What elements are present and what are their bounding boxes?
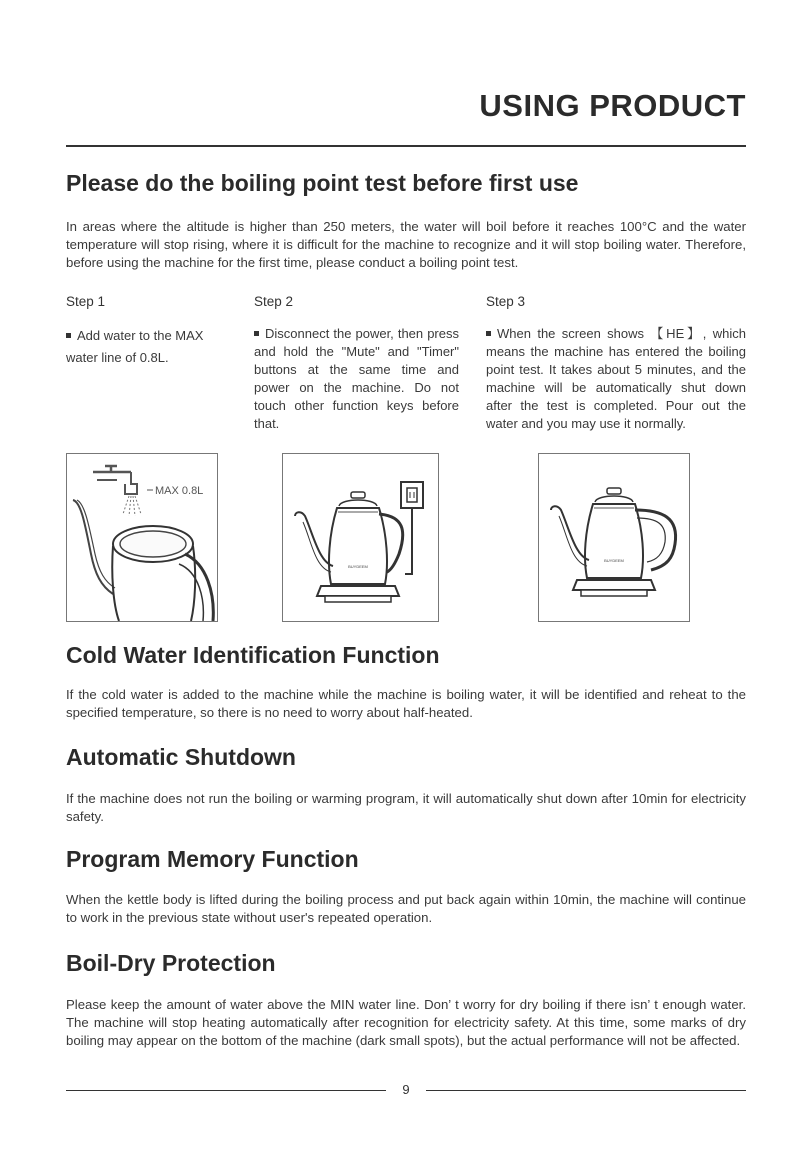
kettle-plug-image xyxy=(283,454,438,621)
page-title: USING PRODUCT xyxy=(479,88,746,123)
auto-shutdown-heading: Automatic Shutdown xyxy=(66,744,296,770)
boil-dry-text: Please keep the amount of water above the MIN water line. Don’ t worry for dry boiling if there isn’ t enough water. The machine will stop heating automatically after recognition for electricity safety. At this time, some marks of dry boiling may appear on the bottom of the machine (dark small spots), but the actual performance will not be affected. xyxy=(66,997,746,1048)
step-2-text: Disconnect the power, then press and hold the "Mute" and "Timer" buttons at the same time and power on the machine. Do not touch other function keys before that. xyxy=(254,326,459,431)
step-1-text: Add water to the MAX water line of 0.8L. xyxy=(66,328,204,365)
step-1-label: Step 1 xyxy=(66,294,106,309)
step-3-label: Step 3 xyxy=(486,294,526,309)
boil-dry-heading: Boil-Dry Protection xyxy=(66,950,276,976)
step-3-text: When the screen shows 【HE】, which means the machine has entered the boiling point test. It takes about 5 minutes, and the machine will be automatically shut down after the test is completed. Pour out the water and you may use it normally. xyxy=(486,326,746,431)
illustration-power-on xyxy=(282,453,439,622)
illustration-add-water xyxy=(66,453,218,622)
bullet-icon xyxy=(254,331,259,336)
cold-water-text: If the cold water is added to the machine while the machine is boiling water, it will be identified and reheat to the specified temperature, so there is no need to worry about half-heated. xyxy=(66,687,746,720)
illustration-boiling-test xyxy=(538,453,690,622)
step-2-label: Step 2 xyxy=(254,294,294,309)
footer-divider-right xyxy=(426,1090,746,1091)
auto-shutdown-text: If the machine does not run the boiling or warming program, it will automatically shut down after 10min for electricity safety. xyxy=(66,791,746,824)
page-number: 9 xyxy=(402,1082,410,1097)
footer-divider-left xyxy=(66,1090,386,1091)
bullet-icon xyxy=(486,331,491,336)
brand-label: BUYDEEM xyxy=(604,558,624,563)
program-memory-text: When the kettle body is lifted during the boiling process and put back again within 10min, the machine will continue to work in the previous state without user's repeated operation. xyxy=(66,892,746,925)
cold-water-heading: Cold Water Identification Function xyxy=(66,642,440,668)
max-line-label: MAX 0.8L xyxy=(155,485,204,497)
title-divider xyxy=(66,145,746,147)
bullet-icon xyxy=(66,333,71,338)
boiling-test-heading: Please do the boiling point test before first use xyxy=(66,170,579,196)
kettle-base-image xyxy=(539,454,689,621)
boiling-test-intro: In areas where the altitude is higher than 250 meters, the water will boil before it reaches 100°C and the water temperature will stop rising, where it is difficult for the machine to recognize and it will stop boiling water. Therefore, before using the machine for the first time, please conduct a boiling point test. xyxy=(66,219,746,270)
faucet-kettle-image xyxy=(67,454,217,621)
brand-label: BUYDEEM xyxy=(348,564,368,569)
program-memory-heading: Program Memory Function xyxy=(66,846,359,872)
